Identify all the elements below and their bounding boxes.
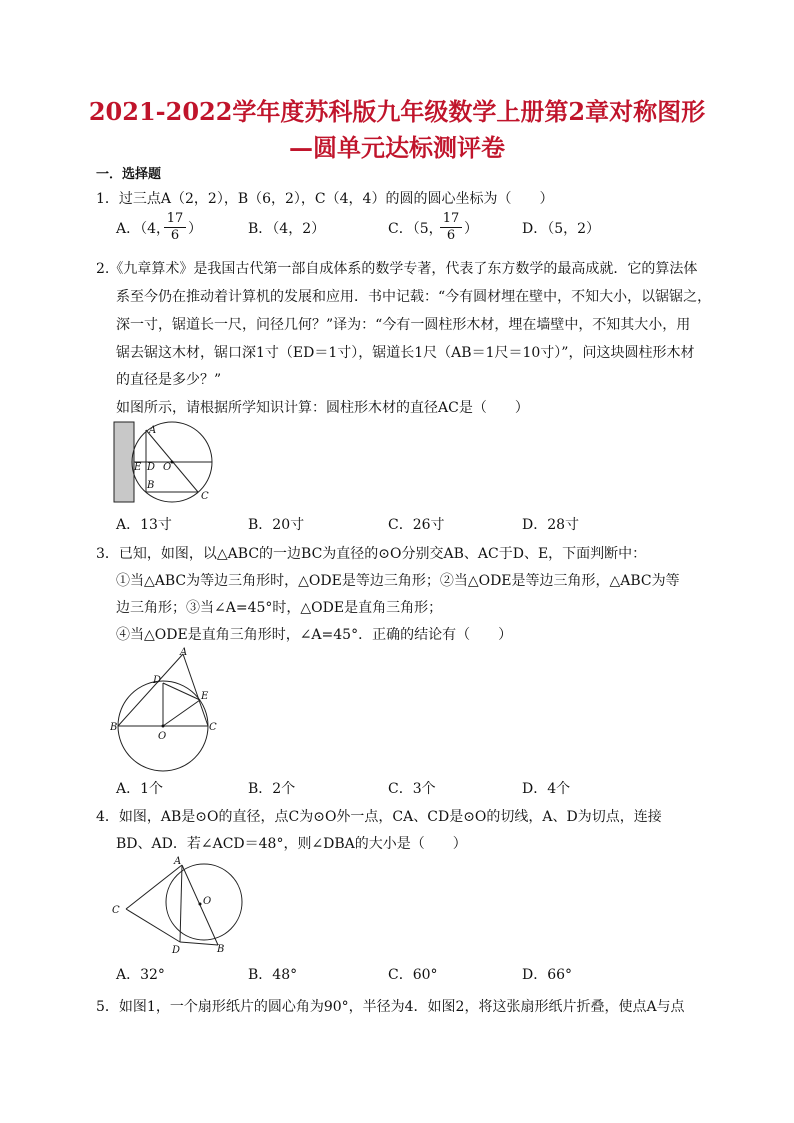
q3-label-c: C bbox=[209, 722, 217, 733]
q1-a-suffix: ） bbox=[188, 221, 202, 237]
q3-label-a: A bbox=[180, 647, 188, 658]
q3-side-ac bbox=[183, 654, 208, 726]
q3-option-a: A．1个 bbox=[116, 781, 164, 797]
q2-label-d: D bbox=[147, 462, 156, 473]
q2-line5: 的直径是多少？” bbox=[116, 372, 222, 388]
q1-c-numerator: 17 bbox=[440, 211, 462, 228]
q3-line1: 3．已知，如图，以△ABC的一边BC为直径的⊙O分别交AB、AC于D、E，下面判断中： bbox=[96, 546, 647, 562]
q4-label-o: O bbox=[203, 896, 212, 907]
q3-label-b: B bbox=[110, 722, 118, 733]
doc-title-line2: —圆单元达标测评卷 bbox=[289, 133, 505, 162]
q2-label-c: C bbox=[201, 491, 209, 502]
q2-label-a: A bbox=[149, 425, 157, 436]
q2-line2: 系至今仍在推动着计算机的发展和应用．书中记载：“今有圆材埋在壁中，不知大小，以锯锯之， bbox=[116, 289, 712, 305]
q3-side-ab bbox=[118, 654, 183, 726]
q1-c-suffix: ） bbox=[464, 221, 478, 237]
q1-c-fraction bbox=[440, 211, 462, 244]
q1-stem: 1．过三点A（2，2），B（6，2），C（4，4）的圆的圆心坐标为（ ） bbox=[96, 191, 554, 207]
q4-tangent-cd bbox=[126, 909, 180, 942]
q2-figure bbox=[112, 418, 222, 508]
q2-label-e: E bbox=[134, 462, 142, 473]
q1-a-fraction bbox=[164, 211, 186, 244]
q1-a-prefix: A．（4， bbox=[116, 221, 171, 237]
q2-option-d: D．28寸 bbox=[522, 517, 580, 533]
q3-option-d: D．4个 bbox=[522, 781, 571, 797]
q3-center-dot bbox=[162, 725, 165, 728]
q1-option-b: B．（4，2） bbox=[248, 221, 326, 237]
q3-option-c: C．3个 bbox=[388, 781, 436, 797]
q5-line1: 5．如图1，一个扇形纸片的圆心角为90°，半径为4．如图2，将这张扇形纸片折叠，使点A与点 bbox=[96, 999, 685, 1015]
q3-line4: ④当△ODE是直角三角形时，∠A=45°．正确的结论有（ ） bbox=[116, 627, 513, 643]
q4-line2: BD、AD．若∠ACD＝48°，则∠DBA的大小是（ ） bbox=[116, 836, 467, 852]
q3-line2: ①当△ABC为等边三角形时，△ODE是等边三角形；②当△ODE是等边三角形，△ABC为等 bbox=[116, 573, 680, 589]
q3-line3: 边三角形；③当∠A=45°时，△ODE是直角三角形； bbox=[116, 600, 443, 616]
q2-line6: 如图所示，请根据所学知识计算：圆柱形木材的直径AC是（ ） bbox=[116, 400, 529, 416]
q4-figure bbox=[110, 852, 250, 958]
q4-label-a: A bbox=[174, 856, 182, 867]
q3-label-d: D bbox=[153, 675, 162, 686]
q2-option-b: B．20寸 bbox=[248, 517, 305, 533]
q2-line4: 锯去锯这木材，锯口深1寸（ED＝1寸），锯道长1尺（AB＝1尺＝10寸）”，问这块圆柱形木材 bbox=[116, 345, 695, 361]
q4-option-a: A．32° bbox=[116, 967, 165, 983]
q4-label-c: C bbox=[112, 905, 120, 916]
q2-option-c: C．26寸 bbox=[388, 517, 445, 533]
q2-wall bbox=[114, 422, 134, 502]
q2-line1: 2.《九章算术》是我国古代第一部自成体系的数学专著，代表了东方数学的最高成就．它的算法体 bbox=[96, 261, 698, 277]
q2-line3: 深一寸，锯道长一尺，问径几何？”译为：“今有一圆柱形木材，埋在墙壁中，不知其大小，用 bbox=[116, 317, 691, 333]
q3-segment-oe bbox=[163, 700, 200, 726]
doc-title-line1: 2021-2022学年度苏科版九年级数学上册第2章对称图形 bbox=[88, 97, 706, 126]
q3-label-e: E bbox=[201, 691, 209, 702]
q4-line1: 4．如图，AB是⊙O的直径，点C为⊙O外一点，CA、CD是⊙O的切线，A、D为切点，连接 bbox=[96, 809, 662, 825]
q3-label-o: O bbox=[158, 731, 167, 742]
q3-option-b: B．2个 bbox=[248, 781, 296, 797]
section-heading: 一．选择题 bbox=[96, 167, 162, 182]
q4-segment-bd bbox=[180, 942, 218, 945]
q2-label-o: O bbox=[163, 462, 172, 473]
q4-option-b: B．48° bbox=[248, 967, 298, 983]
q4-label-b: B bbox=[217, 944, 225, 955]
q1-c-denominator: 6 bbox=[446, 228, 456, 243]
q4-label-d: D bbox=[172, 945, 181, 956]
q2-option-a: A．13寸 bbox=[116, 517, 172, 533]
q4-tangent-ca bbox=[126, 865, 182, 909]
q3-figure bbox=[110, 646, 222, 776]
q4-option-c: C．60° bbox=[388, 967, 438, 983]
q2-label-b: B bbox=[147, 480, 155, 491]
q1-option-d: D．（5，2） bbox=[522, 221, 601, 237]
q1-a-denominator: 6 bbox=[170, 228, 180, 243]
q4-option-d: D．66° bbox=[522, 967, 573, 983]
q1-c-prefix: C．（5， bbox=[388, 221, 443, 237]
q1-a-numerator: 17 bbox=[164, 211, 186, 228]
q4-center-dot bbox=[199, 903, 202, 906]
q4-segment-ad bbox=[180, 865, 182, 942]
